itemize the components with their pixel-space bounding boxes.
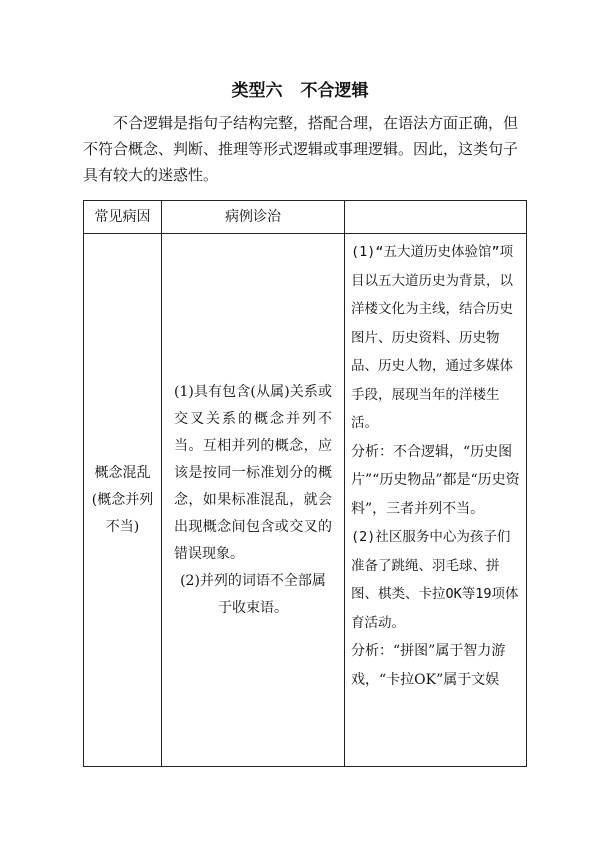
analysis-2: 分析：“拼图”属于智力游戏，“卡拉OK”属于文娱 <box>351 643 506 688</box>
diagnosis-point-1: (1)具有包含(从属)关系或交叉关系的概念并列不当。互相并列的概念，应该是按同一标准划分的概念，如果标准混乱，就会出现概念间包含或交叉的错误现象。 <box>174 383 332 562</box>
title-main: 不合逻辑 <box>300 81 369 101</box>
analysis-1: 分析：不合逻辑，“历史图片”“历史物品”都是“历史资料”，三者并列不当。 <box>351 443 520 517</box>
example-cell <box>345 234 527 767</box>
title-prefix: 类型六 <box>231 81 283 101</box>
table-row <box>84 234 527 767</box>
error-table <box>83 200 527 767</box>
diagnosis-point-2: (2)并列的词语不全部属于收束语。 <box>180 572 326 616</box>
header-cause: 常见病因 <box>84 201 162 234</box>
example-2: (2)社区服务中心为孩子们准备了跳绳、羽毛球、拼图、棋类、卡拉OK等19项体育活动。 <box>351 529 519 631</box>
header-diagnosis: 病例诊治 <box>162 201 345 234</box>
diagnosis-cell <box>162 234 345 767</box>
section-title <box>0 76 600 101</box>
table-header-row <box>84 201 527 234</box>
cause-line: 概念混乱 <box>94 464 151 481</box>
intro-paragraph: 不合逻辑是指句子结构完整，搭配合理，在语法方面正确，但不符合概念、判断、推理等形式逻辑或事理逻辑。因此，这类句子具有较大的迷惑性。 <box>83 114 519 184</box>
cause-line: 不当) <box>105 518 140 535</box>
cause-cell <box>84 234 162 767</box>
cause-line: (概念并列 <box>91 491 154 508</box>
header-example <box>345 201 527 234</box>
example-1: (1)“五大道历史体验馆”项目以五大道历史为背景，以洋楼文化为主线，结合历史图片、历史资料、历史物品、历史人物，通过多媒体手段，展现当年的洋楼生活。 <box>351 244 514 431</box>
